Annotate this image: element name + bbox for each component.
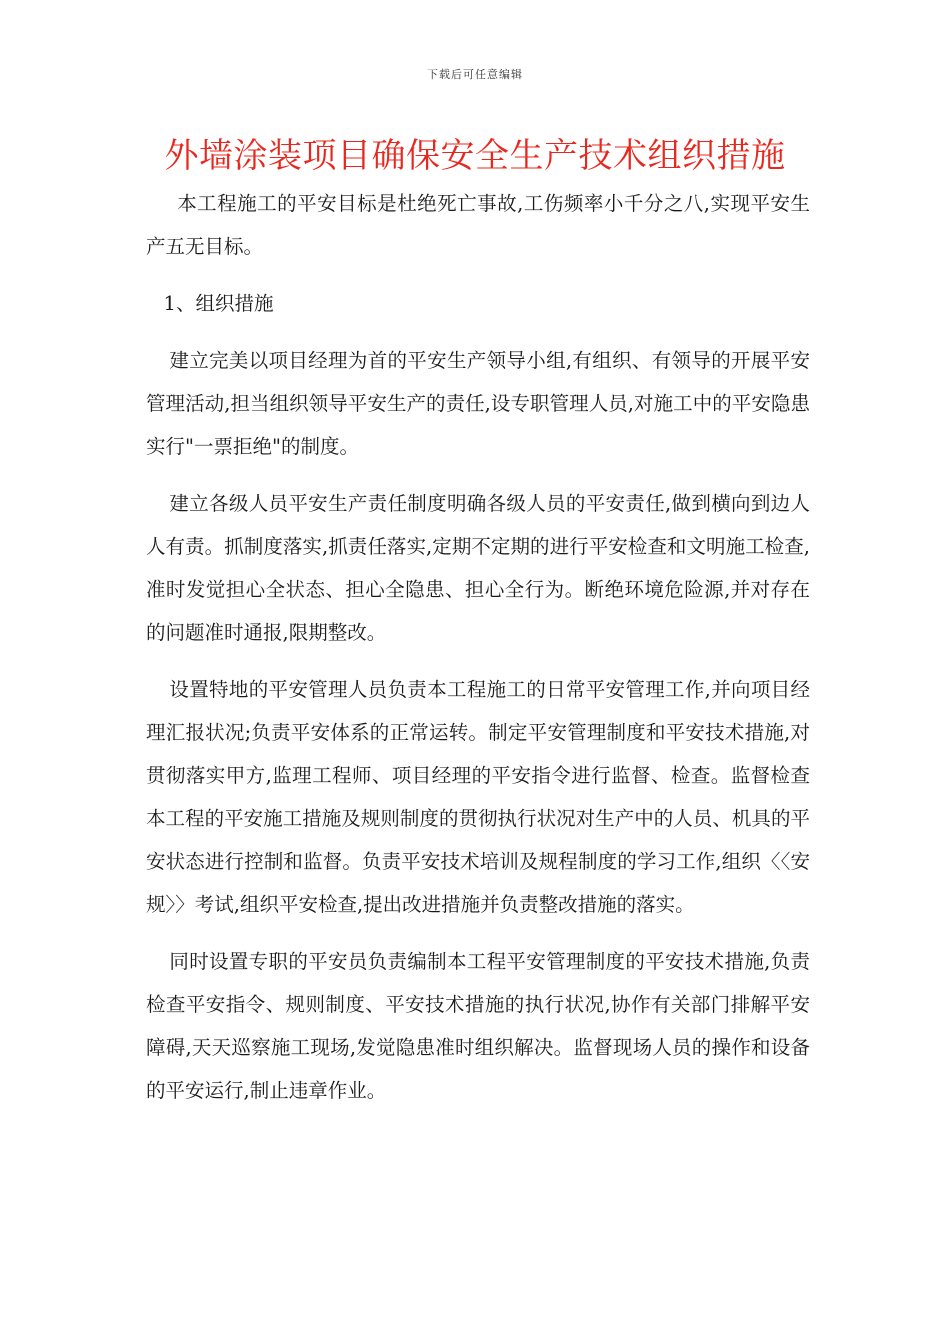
section-heading-organization: 1、组织措施	[163, 292, 274, 315]
paragraph-safety-managers: 设置特地的平安管理人员负责本工程施工的日常平安管理工作,并向项目经理汇报状况;负责平安体系的正常运转。制定平安管理制度和平安技术措施,对贯彻落实甲方,监理工程师、项目经理的平安指令进行监督、检查。监督检查本工程的平安施工措施及规则制度的贯彻执行状况对生产中的人员、机具的平安状态进行控制和监督。负责平安技术培训及规程制度的学习工作,组织〈〈安规〉〉考试,组织平安检查,提出改进措施并负责整改措施的落实。	[146, 678, 810, 916]
paragraph-leadership-group: 建立完美以项目经理为首的平安生产领导小组,有组织、有领导的开展平安管理活动,担当组织领导平安生产的责任,设专职管理人员,对施工中的平安隐患实行"一票拒绝"的制度。	[146, 349, 810, 458]
page-title: 外墙涂装项目确保安全生产技术组织措施	[164, 136, 786, 176]
document-body	[146, 182, 810, 1126]
paragraph-responsibility-system: 建立各级人员平安生产责任制度明确各级人员的平安责任,做到横向到边人人有责。抓制度落实,抓责任落实,定期不定期的进行平安检查和文明施工检查,准时发觉担心全状态、担心全隐患、担心全行为。断绝环境危险源,并对存在的问题准时通报,限期整改。	[146, 492, 810, 644]
paragraph-safety-goal: 本工程施工的平安目标是杜绝死亡事故,工伤频率小千分之八,实现平安生产五无目标。	[146, 192, 810, 258]
header-note: 下载后可任意编辑	[427, 68, 523, 81]
paragraph-safety-officers: 同时设置专职的平安员负责编制本工程平安管理制度的平安技术措施,负责检查平安指令、规则制度、平安技术措施的执行状况,协作有关部门排解平安障碍,天天巡察施工现场,发觉隐患准时组织解决。监督现场人员的操作和设备的平安运行,制止违章作业。	[146, 950, 810, 1102]
